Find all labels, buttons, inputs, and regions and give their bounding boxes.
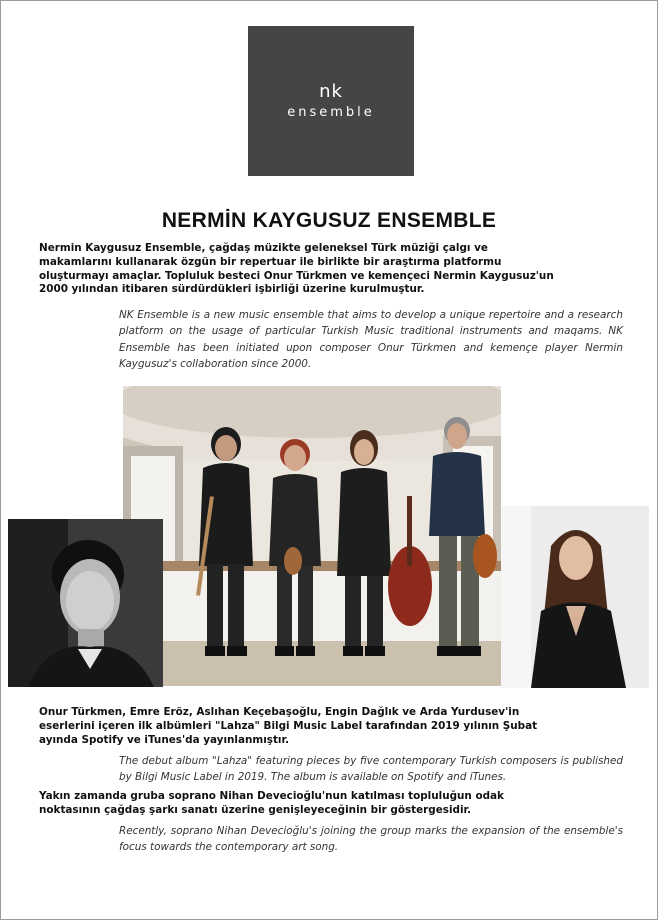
turkish-album-paragraph: Onur Türkmen, Emre Eröz, Aslıhan Keçebaşoğlu, Engin Dağlık ve Arda Yurdusev'in eserlerini içeren ilk albümleri "Lahza" Bilgi Music Label tarafından 2019 yılının Şubat ayında Spotify ve iTunes'da yayınlanmıştır.: [39, 706, 538, 746]
logo-nk-text: nk: [319, 80, 343, 102]
turkish-soprano-paragraph: Yakın zamanda gruba soprano Nihan Devecioğlu'nun katılması topluluğun odak noktasının çağdaş şarkı sanatı üzerine genişleyeceğinin bir göstergesidir.: [39, 790, 504, 816]
english-intro-paragraph: NK Ensemble is a new music ensemble that aims to develop a unique repertoire and a research platform on the usage of particular Turkish Music traditional instruments and maqams. NK Ensemble has been initiated upon composer Onur Türkmen and kemençe player Nermin Kaygusuz's collaboration since 2000.: [119, 309, 623, 371]
page-title: NERMİN KAYGUSUZ ENSEMBLE: [161, 209, 497, 232]
english-album-paragraph: The debut album "Lahza" featuring pieces by five contemporary Turkish composers is published by Bilgi Music Label in 2019. The album is available on Spotify and iTunes.: [119, 755, 623, 784]
turkish-intro-paragraph: Nermin Kaygusuz Ensemble, çağdaş müzikte geleneksel Türk müziği çalgı ve makamlarını kullanarak özgün bir repertuar ile birlikte bir araştırma platformu oluşturmayı amaçlar. Topluluk besteci Onur Türkmen ve kemençeci Nermin Kaygusuz'un 2000 yılından itibaren sürdürdükleri işbirliği üzerine kurulmuştur.: [39, 242, 554, 296]
nk-ensemble-logo: [248, 26, 414, 176]
ensemble-group-photo: [123, 386, 501, 686]
portrait-soprano-photo: [501, 506, 649, 688]
portrait-composer-photo: [8, 519, 163, 687]
logo-ensemble-text: ensemble: [287, 104, 375, 120]
english-soprano-paragraph: Recently, soprano Nihan Devecioğlu's joining the group marks the expansion of the ensemble's focus towards the contemporary art song.: [119, 825, 623, 854]
